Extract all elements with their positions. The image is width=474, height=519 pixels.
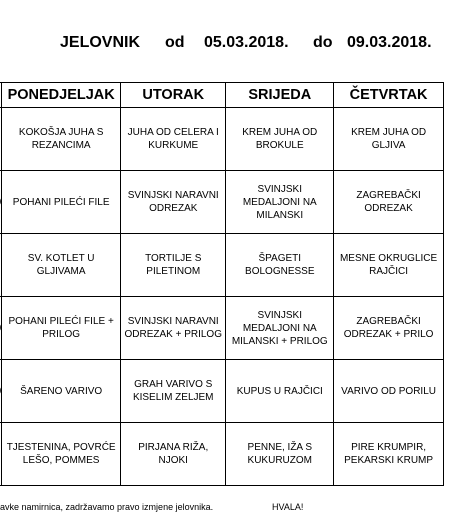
menu-cell: TJESTENINA, POVRĆE LEŠO, POMMES — [2, 423, 121, 486]
table-row — [0, 423, 444, 486]
menu-cell: ZAGREBAČKI ODREZAK + PRILO — [334, 297, 444, 360]
table-row — [0, 297, 444, 360]
menu-cell: TORTILJE S PILETINOM — [121, 234, 226, 297]
header-tuesday: UTORAK — [121, 83, 226, 108]
menu-cell: SVINJSKI NARAVNI ODREZAK — [121, 171, 226, 234]
menu-cell: ŠPAGETI BOLOGNESSE — [226, 234, 334, 297]
menu-cell: KUPUS U RAJČICI — [226, 360, 334, 423]
menu-cell: PENNE, IŽA S KUKURUZOM — [226, 423, 334, 486]
menu-cell: SVINJSKI NARAVNI ODREZAK + PRILOG — [121, 297, 226, 360]
menu-cell: SVINJSKI MEDALJONI NA MILANSKI — [226, 171, 334, 234]
menu-cell: MESNE OKRUGLICE RAJČICI — [334, 234, 444, 297]
menu-cell: VARIVO OD PORILU — [334, 360, 444, 423]
header-thursday: ČETVRTAK — [334, 83, 444, 108]
menu-cell: GRAH VARIVO S KISELIM ZELJEM — [121, 360, 226, 423]
menu-cell: KOKOŠJA JUHA S REZANCIMA — [2, 108, 121, 171]
menu-cell: PIRJANA RIŽA, NJOKI — [121, 423, 226, 486]
menu-cell: KREM JUHA OD GLJIVA — [334, 108, 444, 171]
menu-cell: ZAGREBAČKI ODREZAK — [334, 171, 444, 234]
menu-cell: POHANI PILEĆI FILE + PRILOG — [2, 297, 121, 360]
header-wednesday: SRIJEDA — [226, 83, 334, 108]
menu-cell: PIRE KRUMPIR, PEKARSKI KRUMP — [334, 423, 444, 486]
menu-title — [0, 34, 474, 54]
title-word: JELOVNIK — [60, 34, 141, 51]
header-row — [0, 83, 444, 108]
footer-thanks: HVALA! — [272, 502, 304, 512]
menu-cell: ŠARENO VARIVO — [2, 360, 121, 423]
title-to-date: 09.03.2018. — [347, 34, 432, 51]
menu-cell: KREM JUHA OD BROKULE — [226, 108, 334, 171]
menu-table — [0, 82, 444, 486]
title-from-date: 05.03.2018. — [204, 34, 289, 51]
table-row — [0, 108, 444, 171]
menu-cell: POHANI PILEĆI FILE — [2, 171, 121, 234]
footer-note: avke namirnica, zadržavamo pravo izmjene jelovnika. — [0, 502, 214, 512]
menu-cell: SV. KOTLET U GLJIVAMA — [2, 234, 121, 297]
title-to-label: do — [313, 34, 333, 51]
menu-cell: JUHA OD CELERA I KURKUME — [121, 108, 226, 171]
table-row — [0, 360, 444, 423]
table-row — [0, 234, 444, 297]
header-monday: PONEDJELJAK — [2, 83, 121, 108]
menu-cell: SVINJSKI MEDALJONI NA MILANSKI + PRILOG — [226, 297, 334, 360]
table-row — [0, 171, 444, 234]
title-from-label: od — [165, 34, 185, 51]
